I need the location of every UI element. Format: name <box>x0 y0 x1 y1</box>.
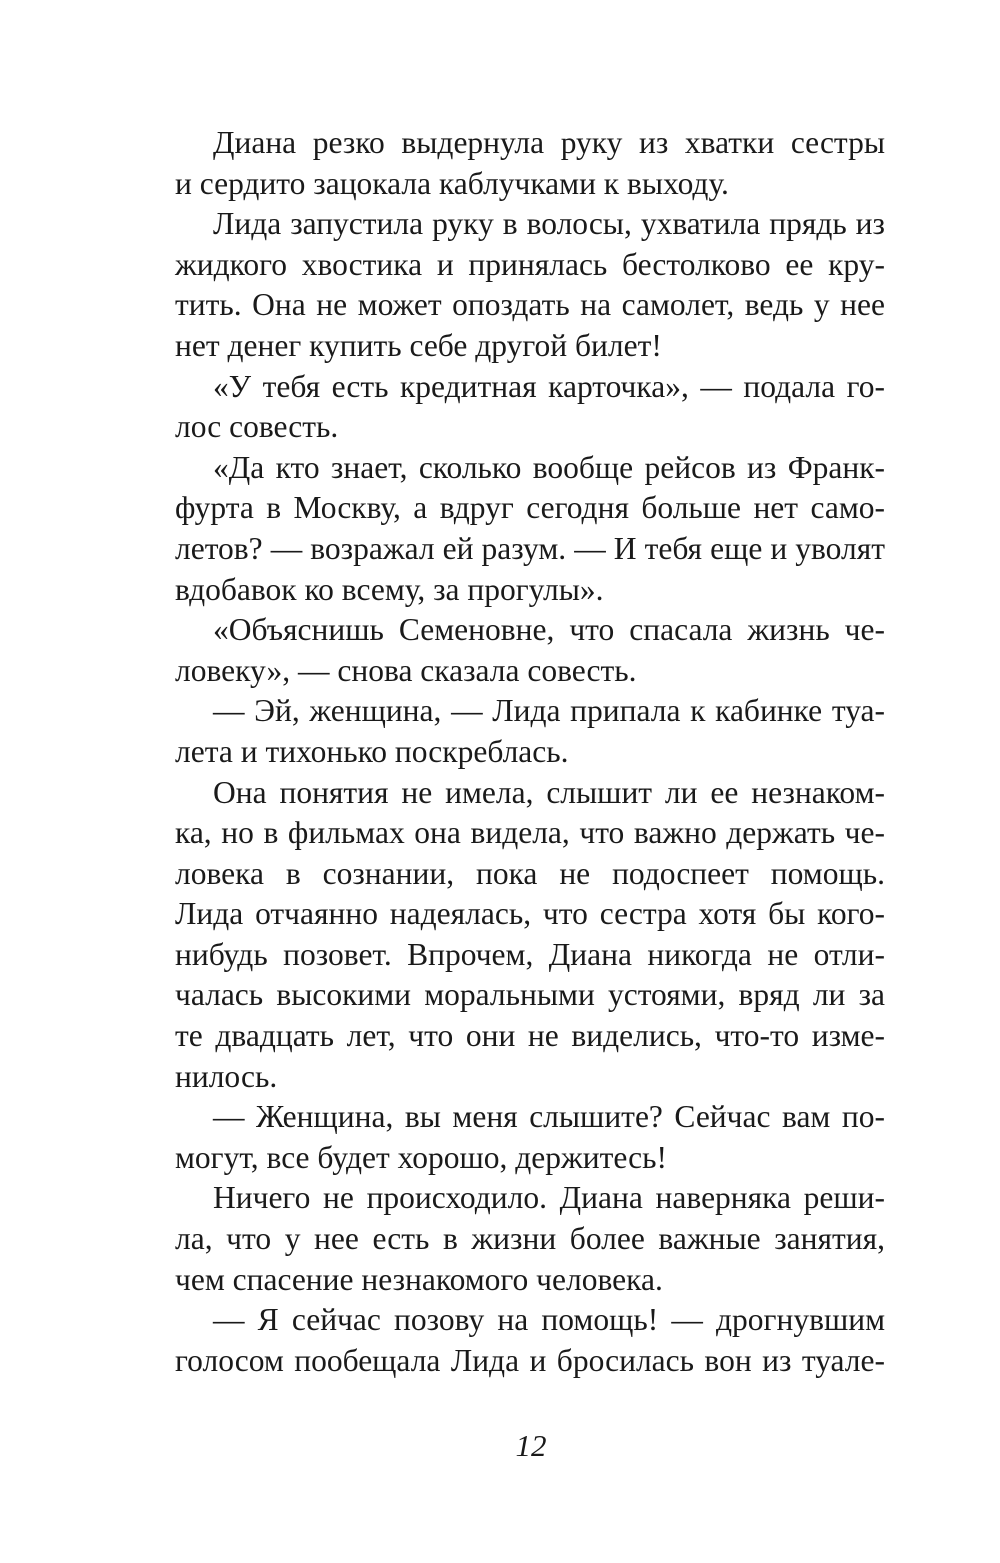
text-line: могут, все будет хорошо, держитесь! <box>175 1139 667 1175</box>
text-line: летов? — возражал ей разум. — И тебя еще и уволят <box>175 530 885 566</box>
text-line: ловеку», — снова сказала совесть. <box>175 652 637 688</box>
text-line: те двадцать лет, что они не виделись, что-то изме- <box>175 1018 885 1054</box>
text-line: нет денег купить себе другой билет! <box>175 327 662 363</box>
text-line: Ничего не происходило. Диана наверняка реши- <box>213 1180 885 1216</box>
text-line: нибудь позовет. Впрочем, Диана никогда не отли- <box>175 936 885 972</box>
text-line: лета и тихонько поскреблась. <box>175 733 569 769</box>
page-number: 12 <box>515 1428 547 1463</box>
text-line: ка, но в фильмах она видела, что важно держать че- <box>175 815 885 851</box>
text-line: жидкого хвостика и принялась бестолково ее кру- <box>175 246 885 282</box>
body-text <box>175 123 885 1381</box>
text-line: Она понятия не имела, слышит ли ее незнаком- <box>213 774 885 810</box>
text-line: — Женщина, вы меня слышите? Сейчас вам по- <box>213 1099 885 1135</box>
text-line: фурта в Москву, а вдруг сегодня больше нет само- <box>175 490 885 526</box>
text-line: — Эй, женщина, — Лида припала к кабинке туа- <box>213 693 885 729</box>
text-line: чем спасение незнакомого человека. <box>175 1261 663 1297</box>
text-line: тить. Она не может опоздать на самолет, ведь у нее <box>175 287 885 323</box>
text-line: нилось. <box>175 1058 278 1094</box>
text-line: ла, что у нее есть в жизни более важные занятия, <box>175 1221 885 1257</box>
text-line: и сердито зацокала каблучками к выходу. <box>175 165 729 201</box>
text-line: вдобавок ко всему, за прогулы». <box>175 571 604 607</box>
text-line: «Объяснишь Семеновне, что спасала жизнь че- <box>213 612 885 648</box>
text-line: «Да кто знает, сколько вообще рейсов из Франк- <box>213 449 885 485</box>
text-line: — Я сейчас позову на помощь! — дрогнувшим <box>213 1302 885 1338</box>
text-line: голосом пообещала Лида и бросилась вон из туале- <box>175 1342 885 1378</box>
text-line: Диана резко выдернула руку из хватки сестры <box>213 125 885 160</box>
text-line: ловека в сознании, пока не подоспеет помощь. <box>175 855 885 891</box>
text-line: лос совесть. <box>175 409 339 445</box>
text-line: «У тебя есть кредитная карточка», — подала го- <box>213 368 885 404</box>
text-line: Лида отчаянно надеялась, что сестра хотя бы кого- <box>175 896 885 932</box>
text-line: Лида запустила руку в волосы, ухватила прядь из <box>213 206 885 242</box>
text-line: чалась высокими моральными устоями, вряд ли за <box>175 977 885 1013</box>
